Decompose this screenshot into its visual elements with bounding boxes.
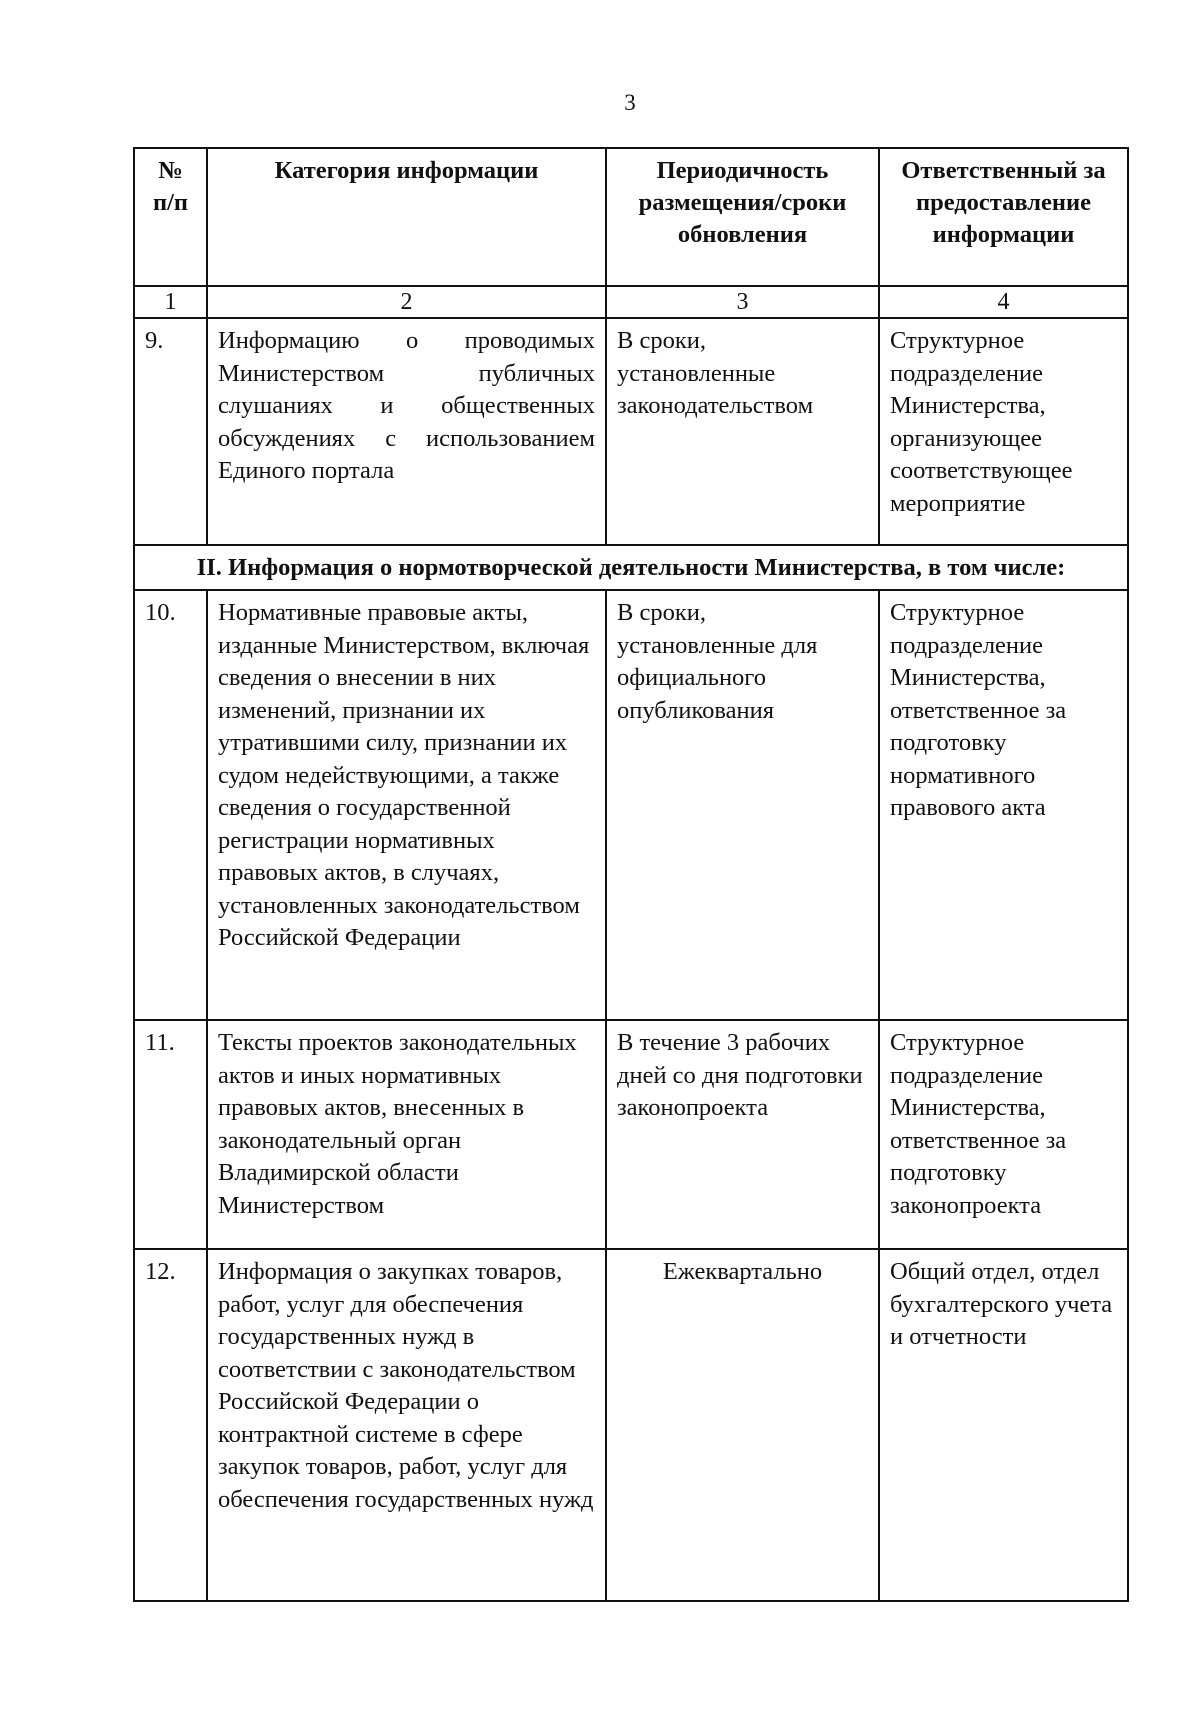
row-periodicity: Ежеквартально: [606, 1249, 879, 1601]
row-responsible: Структурное подразделение Министерства, организующее соответствующее мероприятие: [879, 318, 1128, 545]
row-periodicity: В сроки, установленные для официального опубликования: [606, 590, 879, 1020]
column-number: 2: [207, 286, 606, 318]
row-periodicity: В течение 3 рабочих дней со дня подготовки законопроекта: [606, 1020, 879, 1249]
column-number: 4: [879, 286, 1128, 318]
row-number: 12.: [134, 1249, 207, 1601]
row-number: 10.: [134, 590, 207, 1020]
row-category: Нормативные правовые акты, изданные Министерством, включая сведения о внесении в них изменений, признании их утратившими силу, признании их судом недействующими, а также сведения о государственной регистрации нормативных правовых актов, в случаях, установленных законодательством Российской Федерации: [207, 590, 606, 1020]
table-row: [134, 318, 1128, 545]
row-periodicity: В сроки, установленные законодательством: [606, 318, 879, 545]
column-number: 3: [606, 286, 879, 318]
table-row: [134, 590, 1128, 1020]
header-responsible: Ответственный за предоставление информации: [879, 148, 1128, 286]
row-category: Тексты проектов законодательных актов и иных нормативных правовых актов, внесенных в законодательный орган Владимирской области Министерством: [207, 1020, 606, 1249]
row-responsible: Общий отдел, отдел бухгалтерского учета и отчетности: [879, 1249, 1128, 1601]
section-heading: II. Информация о нормотворческой деятельности Министерства, в том числе:: [134, 545, 1128, 590]
header-category: Категория информации: [207, 148, 606, 286]
page-number: 3: [624, 90, 636, 115]
header-periodicity: Периодичность размещения/сроки обновления: [606, 148, 879, 286]
row-number: 9.: [134, 318, 207, 545]
row-number: 11.: [134, 1020, 207, 1249]
row-responsible: Структурное подразделение Министерства, ответственное за подготовку нормативного правового акта: [879, 590, 1128, 1020]
table-row: [134, 1020, 1128, 1249]
information-table: [133, 147, 1129, 1602]
section-heading-row: [134, 545, 1128, 590]
column-number: 1: [134, 286, 207, 318]
table-header-row: [134, 148, 1128, 286]
table-row: [134, 1249, 1128, 1601]
header-num: № п/п: [134, 148, 207, 286]
row-responsible: Структурное подразделение Министерства, ответственное за подготовку законопроекта: [879, 1020, 1128, 1249]
row-category: Информацию о проводимых Министерством публичных слушаниях и общественных обсуждениях с использованием Единого портала: [207, 318, 606, 545]
column-number-row: [134, 286, 1128, 318]
row-category: Информация о закупках товаров, работ, услуг для обеспечения государственных нужд в соответствии с законодательством Российской Федерации о контрактной системе в сфере закупок товаров, работ, услуг для обеспечения государственных нужд: [207, 1249, 606, 1601]
